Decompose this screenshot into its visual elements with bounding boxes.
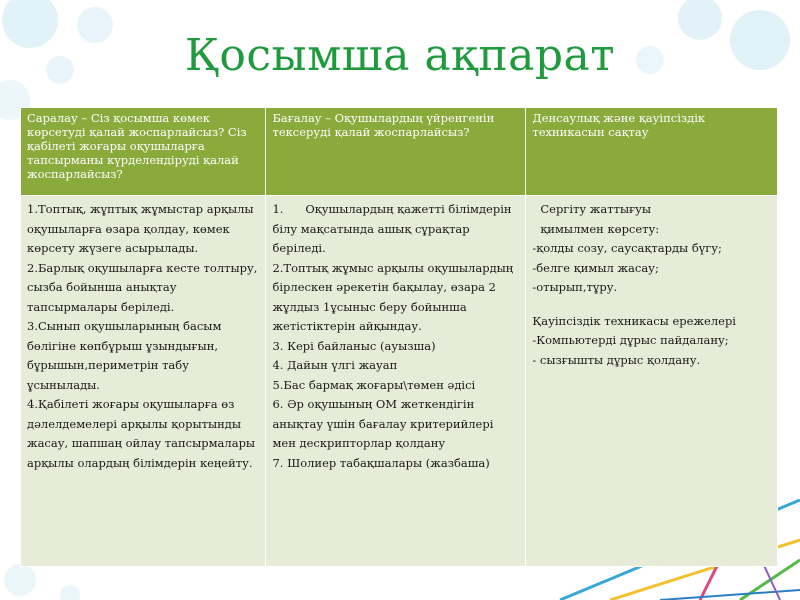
list-item: 2.Барлық оқушыларға кесте толтыру, сызба бойынша анықтау тапсырмалары беріледі. <box>27 260 258 314</box>
cell-health-safety <box>526 196 778 567</box>
cell-differentiation <box>21 196 266 567</box>
list-item: -белге қимыл жасау; <box>532 260 659 275</box>
deco-circle <box>4 564 36 596</box>
list-item: -Компьютерді дұрыс пайдалану; <box>532 333 729 347</box>
list-item: 6. Әр оқушының ОМ жеткендігін анықтау үшін бағалау критерийлері мен дескрипторлар қолдану <box>272 397 494 450</box>
list-item: 3. Кері байланыс (ауызша) <box>272 338 436 353</box>
list-item: - сызғышты дұрыс қолдану. <box>532 352 701 367</box>
spacer <box>532 298 771 312</box>
list-item: 4. Дайын үлгі жауап <box>272 358 398 372</box>
list-item: 1. Оқушылардың қажетті білімдерін білу мақсатында ашық сұрақтар беріледі. <box>272 202 516 255</box>
content-row <box>21 196 778 567</box>
header-health-safety: Денсаулық және қауіпсіздік техникасын сақтау <box>526 108 778 196</box>
page-title: Қосымша ақпарат <box>184 30 616 81</box>
list-item: 2.Топтық жұмыс арқылы оқушылардың бірлескен әрекетін бақылау, өзара 2 жұлдыз 1ұсыныс беру бойынша жетістіктерін айқындау. <box>272 260 514 333</box>
list-item: 5.Бас бармақ жоғары\төмен әдісі <box>272 377 476 392</box>
list-item: 7. Шолиер табақшалары (жазбаша) <box>272 455 490 470</box>
deco-circle <box>60 585 80 600</box>
list-item: -қолды созу, саусақтарды бүгу; <box>532 241 722 255</box>
list-item: 4.Қабілеті жоғары оқушыларға өз дәлелдемелері арқылы қорытынды жасау, шапшаң ойлау тапсырмалары арқылы олардың білімдерін кеңейту. <box>27 397 256 470</box>
header-assessment: Бағалау – Оқушылардың үйренгенін тексеруді қалай жоспарлайсыз? <box>266 108 526 196</box>
header-row <box>21 108 778 196</box>
list-item: Сергіту жаттығуы <box>540 202 652 216</box>
list-item: Қауіпсіздік техникасы ережелері <box>532 313 736 328</box>
cell-assessment <box>266 196 526 567</box>
list-item: 3.Сынып оқушыларының басым бөлігіне көпбұрыш ұзындығын, бұрышын,периметрін табу ұсынылады. <box>27 319 222 392</box>
list-item: қимылмен көрсету: <box>540 221 660 236</box>
info-table <box>20 107 778 567</box>
list-item: -отырып,тұру. <box>532 280 618 294</box>
header-differentiation: Саралау – Сіз қосымша көмек көрсетуді қалай жоспарлайсыз? Сіз қабілеті жоғары оқушыларға тапсырманы күрделендіруді қалай жоспарлайсыз? <box>21 108 266 196</box>
list-item: 1.Топтық, жұптық жұмыстар арқылы оқушыларға өзара қолдау, көмек көрсету жүзеге асырылады. <box>27 202 254 255</box>
